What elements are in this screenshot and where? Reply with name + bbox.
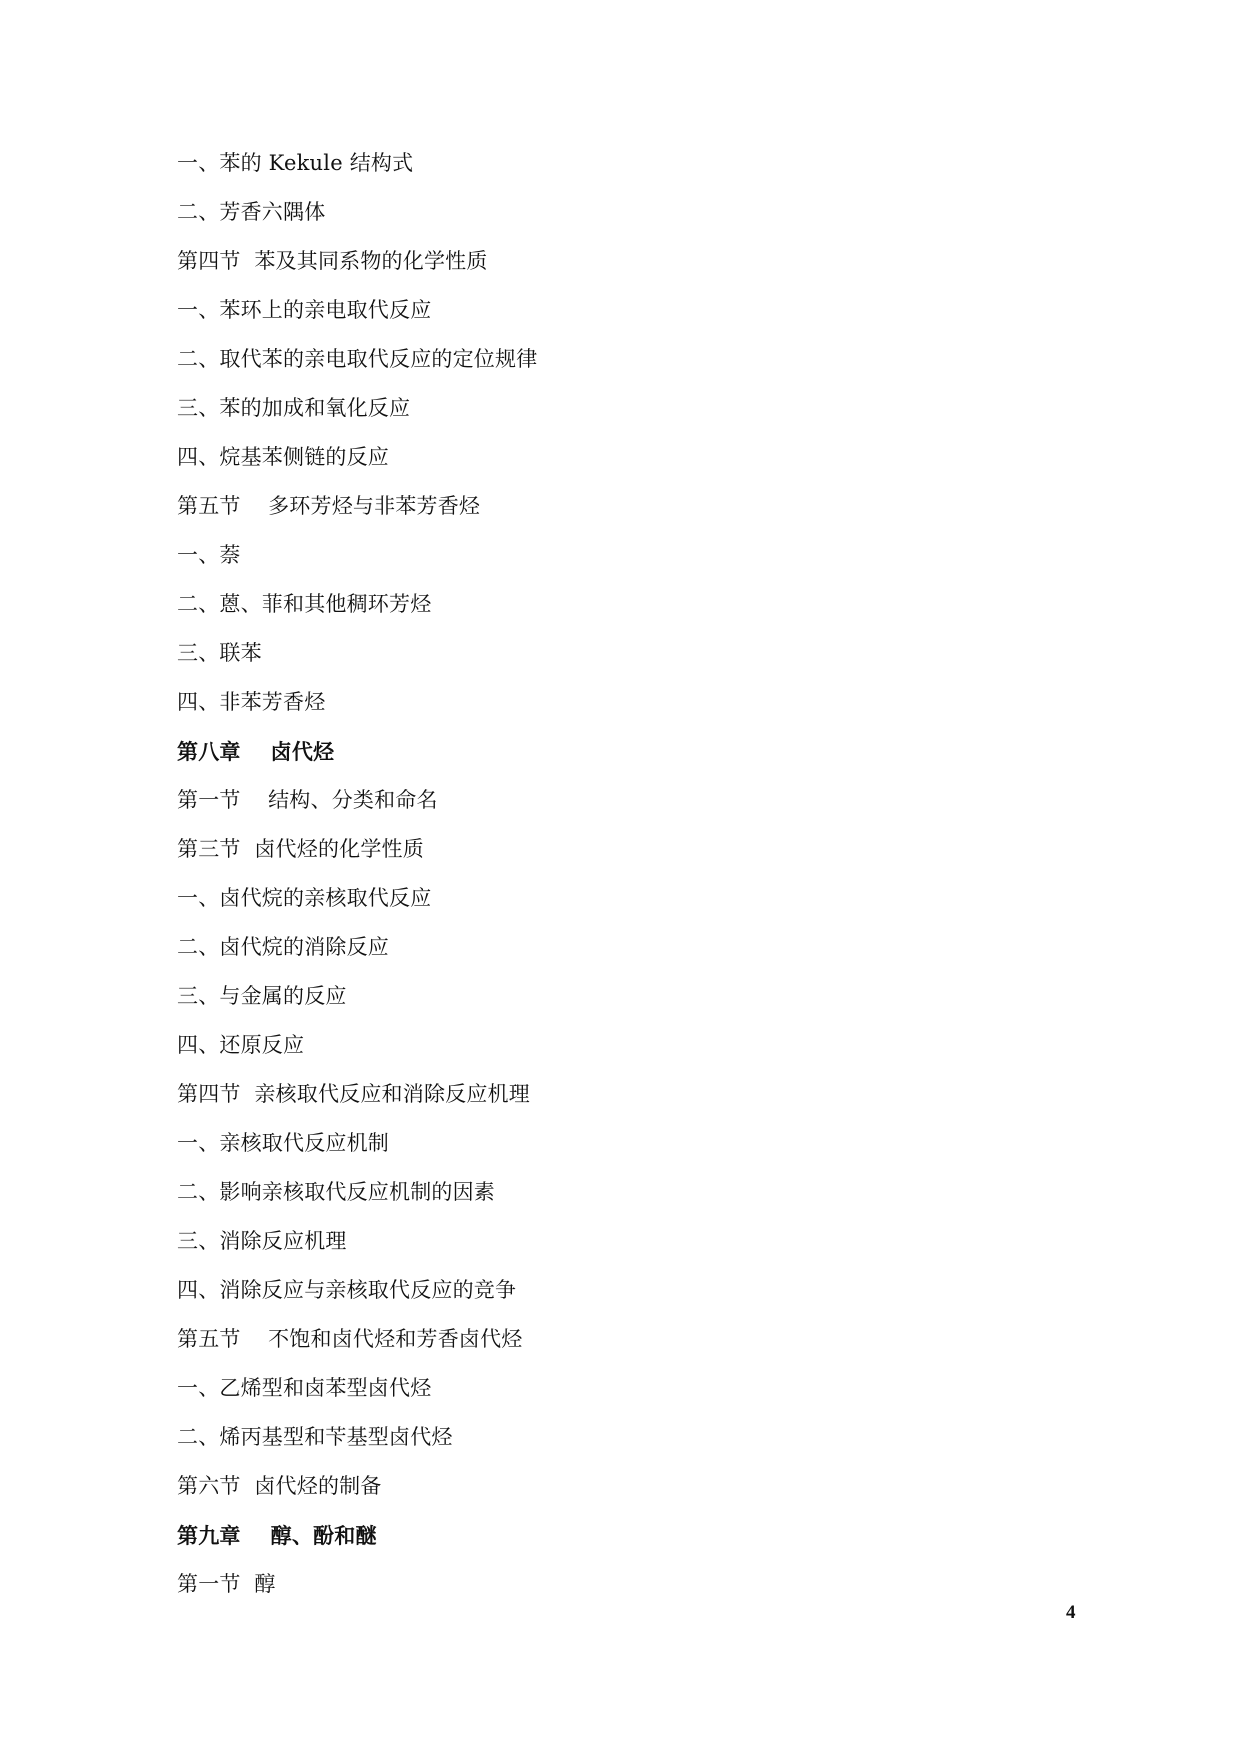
toc-item: 二、卤代烷的消除反应 bbox=[177, 935, 389, 959]
toc-item: 四、消除反应与亲核取代反应的竞争 bbox=[177, 1278, 517, 1302]
toc-section-heading: 第一节 醇 bbox=[177, 1572, 276, 1596]
toc-item: 二、芳香六隅体 bbox=[177, 200, 326, 224]
toc-item: 二、烯丙基型和苄基型卤代烃 bbox=[177, 1425, 453, 1449]
page-number: 4 bbox=[1066, 1602, 1076, 1623]
toc-section-heading: 第五节 不饱和卤代烃和芳香卤代烃 bbox=[177, 1327, 523, 1351]
toc-section-heading: 第一节 结构、分类和命名 bbox=[177, 788, 438, 812]
toc-section-heading: 第五节 多环芳烃与非苯芳香烃 bbox=[177, 494, 481, 518]
toc-chapter-heading: 第八章 卤代烃 bbox=[177, 739, 335, 764]
toc-item: 一、卤代烷的亲核取代反应 bbox=[177, 886, 432, 910]
toc-item: 三、苯的加成和氧化反应 bbox=[177, 396, 411, 420]
toc-item: 二、影响亲核取代反应机制的因素 bbox=[177, 1180, 495, 1204]
toc-item: 三、消除反应机理 bbox=[177, 1229, 347, 1253]
toc-item: 四、还原反应 bbox=[177, 1033, 305, 1057]
toc-item: 三、与金属的反应 bbox=[177, 984, 347, 1008]
toc-item: 三、联苯 bbox=[177, 641, 262, 665]
toc-item: 四、非苯芳香烃 bbox=[177, 690, 326, 714]
toc-section-heading: 第四节 亲核取代反应和消除反应机理 bbox=[177, 1082, 530, 1106]
toc-item: 二、取代苯的亲电取代反应的定位规律 bbox=[177, 347, 538, 371]
toc-item: 一、苯的 Kekule 结构式 bbox=[177, 151, 414, 175]
toc-section-heading: 第四节 苯及其同系物的化学性质 bbox=[177, 249, 488, 273]
toc-item: 一、乙烯型和卤苯型卤代烃 bbox=[177, 1376, 432, 1400]
toc-item: 一、苯环上的亲电取代反应 bbox=[177, 298, 432, 322]
toc-item: 一、亲核取代反应机制 bbox=[177, 1131, 389, 1155]
toc-item: 二、蒽、菲和其他稠环芳烃 bbox=[177, 592, 432, 616]
toc-section-heading: 第六节 卤代烃的制备 bbox=[177, 1474, 382, 1498]
toc-item: 四、烷基苯侧链的反应 bbox=[177, 445, 389, 469]
toc-chapter-heading: 第九章 醇、酚和醚 bbox=[177, 1523, 377, 1548]
toc-item: 一、萘 bbox=[177, 543, 241, 567]
toc-section-heading: 第三节 卤代烃的化学性质 bbox=[177, 837, 424, 861]
table-of-contents bbox=[177, 139, 537, 1609]
